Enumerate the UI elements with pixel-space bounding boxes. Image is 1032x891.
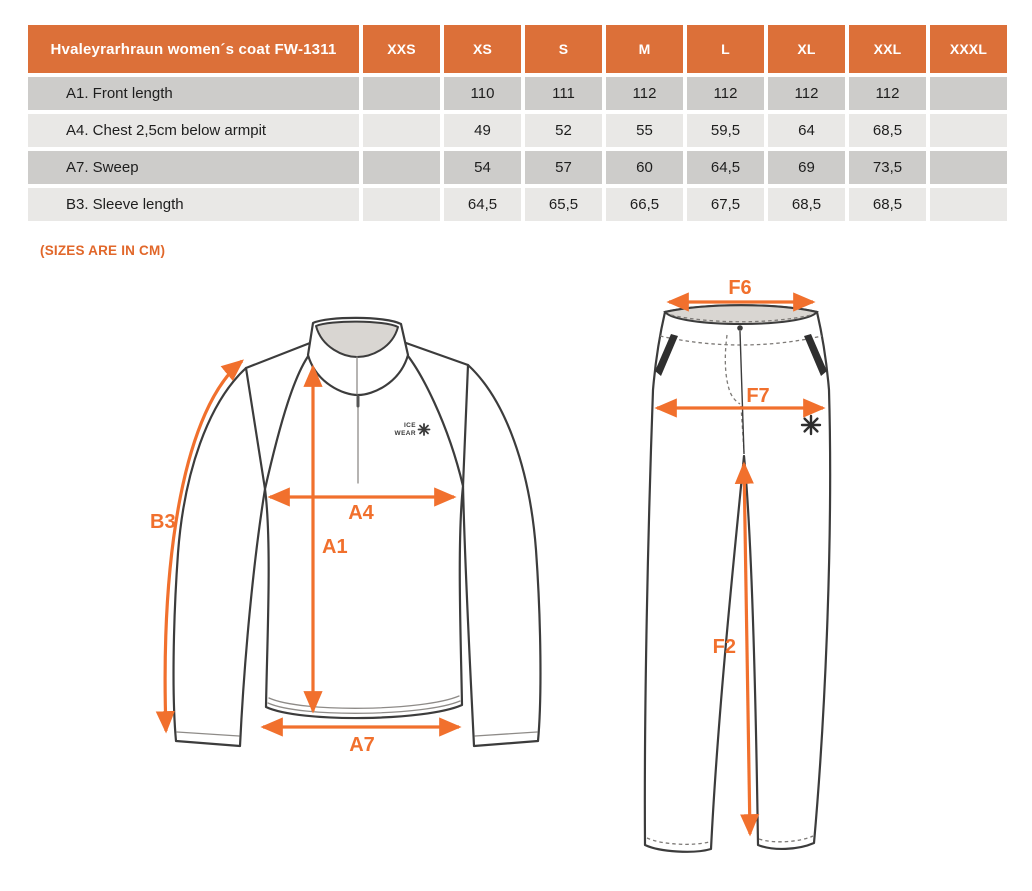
logo-text-wear: WEAR [394,430,416,437]
col-header-xxl: XXL [849,25,926,73]
cell-value: 60 [606,151,683,184]
col-header-xxxl: XXXL [930,25,1007,73]
pants-waist-button [737,325,743,331]
cell-value [363,151,440,184]
logo-text-ice: ICE [403,422,416,429]
sizes-unit-note: (SIZES ARE IN CM) [40,243,166,258]
cell-value [363,114,440,147]
jacket-right-sleeve [463,365,540,746]
cell-value: 57 [525,151,602,184]
cell-value: 66,5 [606,188,683,221]
cell-value [930,188,1007,221]
jacket-body [265,351,463,718]
pants-measurement-diagram [618,278,953,888]
cell-value: 64 [768,114,845,147]
cell-value [363,188,440,221]
cell-value: 54 [444,151,521,184]
table-row-front-length [28,77,1007,110]
jacket-measurement-diagram [130,293,585,790]
cell-value: 112 [606,77,683,110]
col-header-m: M [606,25,683,73]
cell-value: 64,5 [444,188,521,221]
col-header-xs: XS [444,25,521,73]
row-label: A1. Front length [28,77,359,110]
jacket-left-sleeve [174,368,265,746]
cell-value: 68,5 [849,114,926,147]
col-header-xl: XL [768,25,845,73]
cell-value: 112 [768,77,845,110]
jacket-shoulder-seam-right [406,343,468,365]
table-header-row [28,25,1007,73]
cell-value: 110 [444,77,521,110]
label-a1: A1 [322,536,348,558]
label-f6: F6 [728,278,752,299]
pants-waist-opening [665,305,817,324]
cell-value: 111 [525,77,602,110]
cell-value: 59,5 [687,114,764,147]
cell-value: 52 [525,114,602,147]
cell-value: 73,5 [849,151,926,184]
logo-snowflake-icon [419,424,430,435]
table-row-sweep [28,151,1007,184]
cell-value: 55 [606,114,683,147]
cell-value: 112 [849,77,926,110]
label-a4: A4 [348,502,374,524]
cell-value: 64,5 [687,151,764,184]
cell-value [930,151,1007,184]
col-header-s: S [525,25,602,73]
col-header-l: L [687,25,764,73]
cell-value: 49 [444,114,521,147]
row-label: A4. Chest 2,5cm below armpit [28,114,359,147]
label-b3: B3 [150,511,176,533]
cell-value [930,114,1007,147]
cell-value: 69 [768,151,845,184]
row-label: B3. Sleeve length [28,188,359,221]
label-f7: F7 [746,385,770,407]
cell-value: 112 [687,77,764,110]
cell-value: 67,5 [687,188,764,221]
cell-value: 68,5 [849,188,926,221]
label-a7: A7 [349,734,375,756]
cell-value: 65,5 [525,188,602,221]
table-row-chest [28,114,1007,147]
table-title: Hvaleyrarhraun women´s coat FW-1311 [28,25,359,73]
table-row-sleeve-length [28,188,1007,221]
col-header-xxs: XXS [363,25,440,73]
cell-value [930,77,1007,110]
row-label: A7. Sweep [28,151,359,184]
label-f2: F2 [712,636,736,658]
pants-silhouette [645,305,830,852]
cell-value [363,77,440,110]
cell-value: 68,5 [768,188,845,221]
jacket-shoulder-seam-left [246,343,310,368]
pants-snowflake-logo [802,416,820,434]
size-table [24,21,1011,225]
